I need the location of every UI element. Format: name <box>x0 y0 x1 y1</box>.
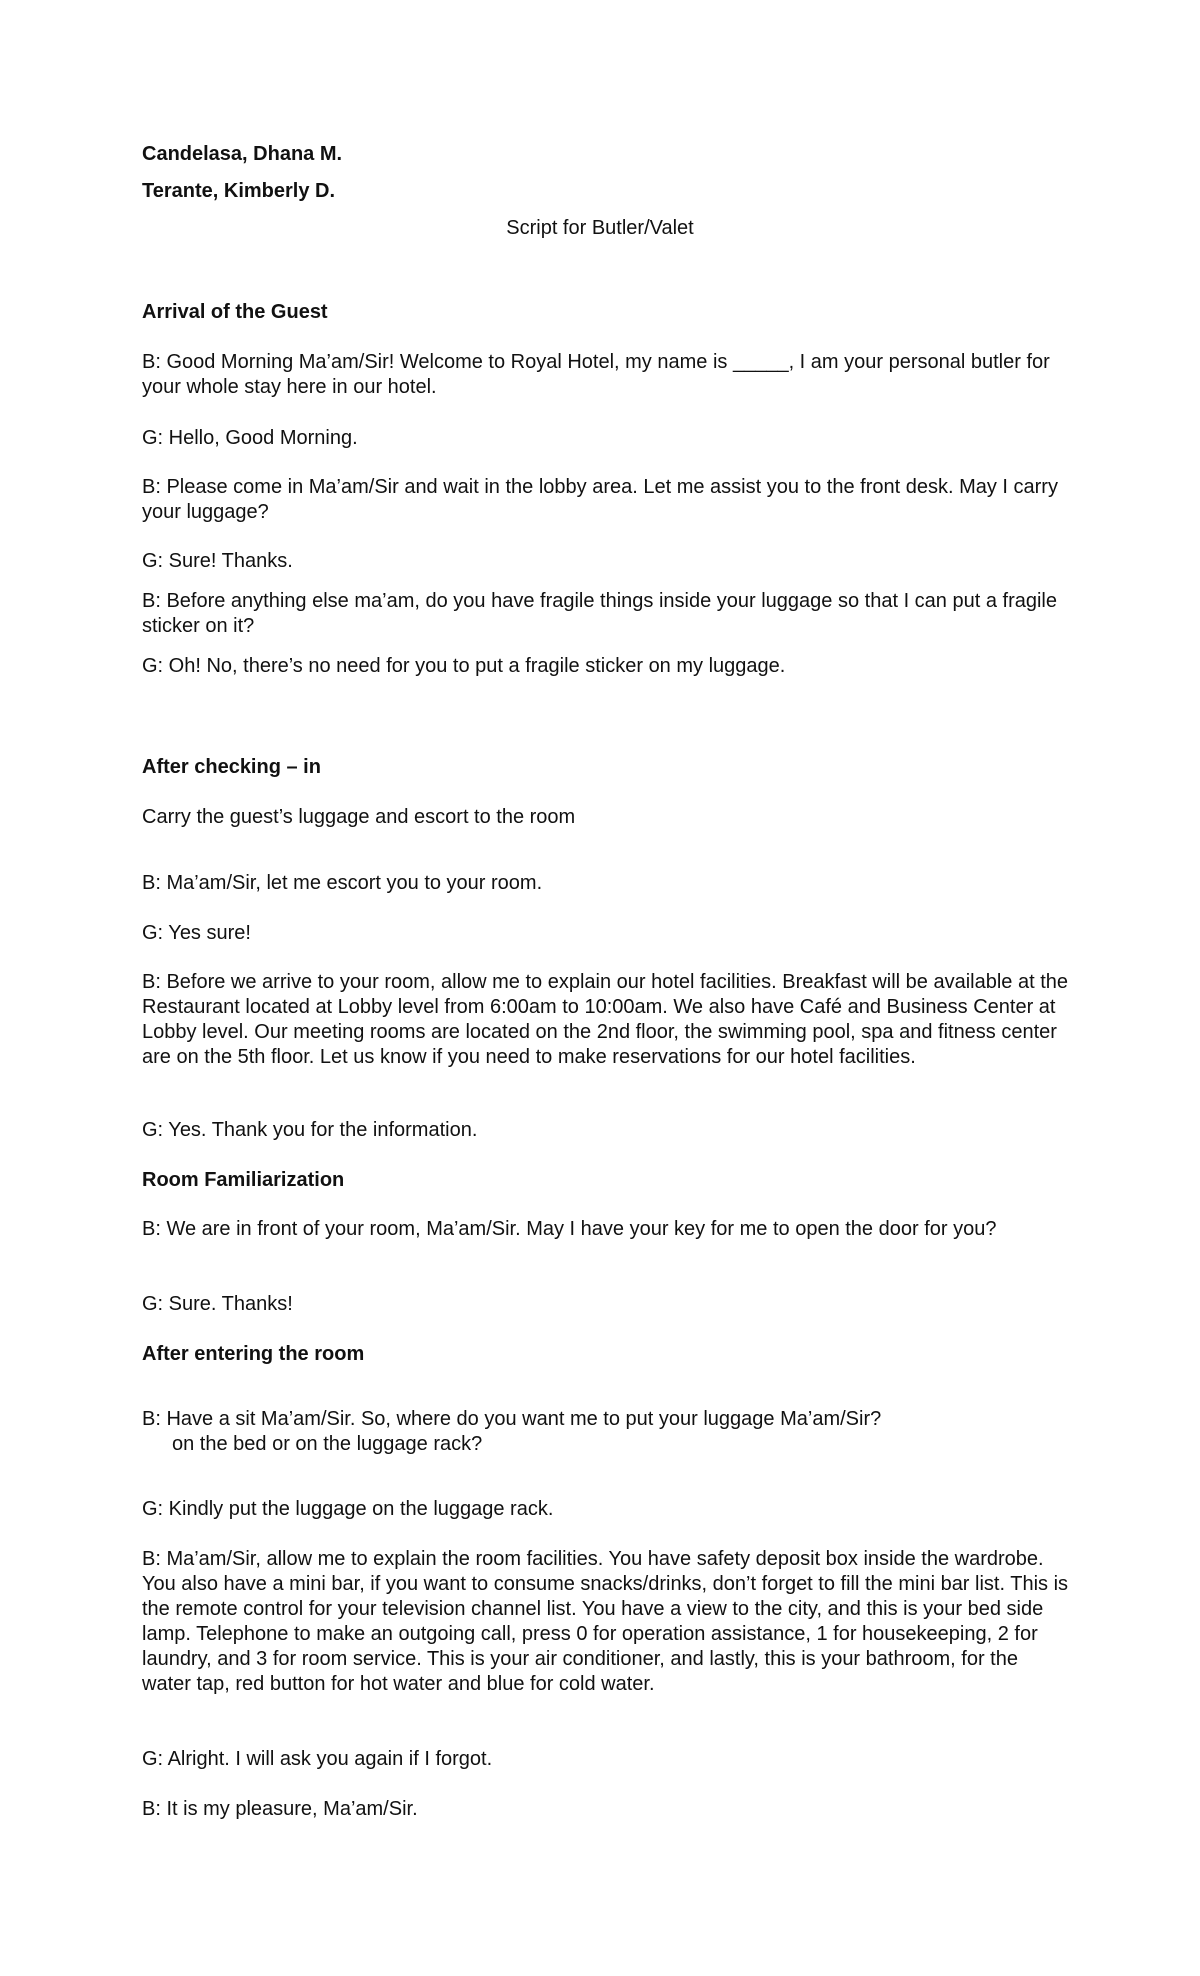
dialogue-line <box>142 1407 1072 1457</box>
dialogue-line: B: Ma’am/Sir, let me escort you to your room. <box>142 872 543 894</box>
stage-instruction: Carry the guest’s luggage and escort to the room <box>142 806 576 828</box>
dialogue-line: G: Yes. Thank you for the information. <box>142 1119 478 1141</box>
dialogue-line: B: Please come in Ma’am/Sir and wait in the lobby area. Let me assist you to the front desk. May I carry your luggage? <box>142 476 1058 523</box>
section-heading-checkin: After checking – in <box>142 756 321 778</box>
dialogue-line: G: Sure. Thanks! <box>142 1293 293 1315</box>
dialogue-line: G: Kindly put the luggage on the luggage rack. <box>142 1498 554 1520</box>
section-heading-arrival: Arrival of the Guest <box>142 301 328 323</box>
section-heading-familiarization: Room Familiarization <box>142 1169 345 1191</box>
author-name-1: Candelasa, Dhana M. <box>142 143 343 165</box>
section-heading-entering: After entering the room <box>142 1343 365 1365</box>
dialogue-line: B: Before we arrive to your room, allow me to explain our hotel facilities. Breakfast will be available at the Restaurant located at Lobby level from 6:00am to 10:00am. We also have Café and Business Center at Lobby level. Our meeting rooms are located on the 2nd floor, the swimming pool, spa and fitness center are on the 5th floor. Let us know if you need to make reservations for our hotel facilities. <box>142 971 1068 1068</box>
luggage-question-line-1: B: Have a sit Ma’am/Sir. So, where do you want me to put your luggage Ma’am/Sir? <box>142 1408 882 1430</box>
dialogue-line: G: Oh! No, there’s no need for you to put a fragile sticker on my luggage. <box>142 655 786 677</box>
dialogue-line: B: It is my pleasure, Ma’am/Sir. <box>142 1798 418 1820</box>
author-name-2: Terante, Kimberly D. <box>142 180 336 202</box>
luggage-question-line-2: on the bed or on the luggage rack? <box>172 1433 483 1455</box>
dialogue-line: G: Yes sure! <box>142 922 251 944</box>
dialogue-line: B: Before anything else ma’am, do you have fragile things inside your luggage so that I can put a fragile sticker on it? <box>142 590 1057 637</box>
document-title: Script for Butler/Valet <box>506 217 694 239</box>
dialogue-line: B: Good Morning Ma’am/Sir! Welcome to Royal Hotel, my name is _____, I am your personal butler for your whole stay here in our hotel. <box>142 351 1050 398</box>
dialogue-line: B: We are in front of your room, Ma’am/Sir. May I have your key for me to open the door for you? <box>142 1218 997 1240</box>
dialogue-line: B: Ma’am/Sir, allow me to explain the room facilities. You have safety deposit box inside the wardrobe. You also have a mini bar, if you want to consume snacks/drinks, don’t forget to fill the mini bar list. This is the remote control for your television channel list. You have a view to the city, and this is your bed side lamp. Telephone to make an outgoing call, press 0 for operation assistance, 1 for housekeeping, 2 for laundry, and 3 for room service. This is your air conditioner, and lastly, this is your bathroom, for the water tap, red button for hot water and blue for cold water. <box>142 1548 1069 1695</box>
dialogue-line: G: Alright. I will ask you again if I forgot. <box>142 1748 493 1770</box>
dialogue-line: G: Hello, Good Morning. <box>142 427 358 449</box>
dialogue-line: G: Sure! Thanks. <box>142 550 293 572</box>
